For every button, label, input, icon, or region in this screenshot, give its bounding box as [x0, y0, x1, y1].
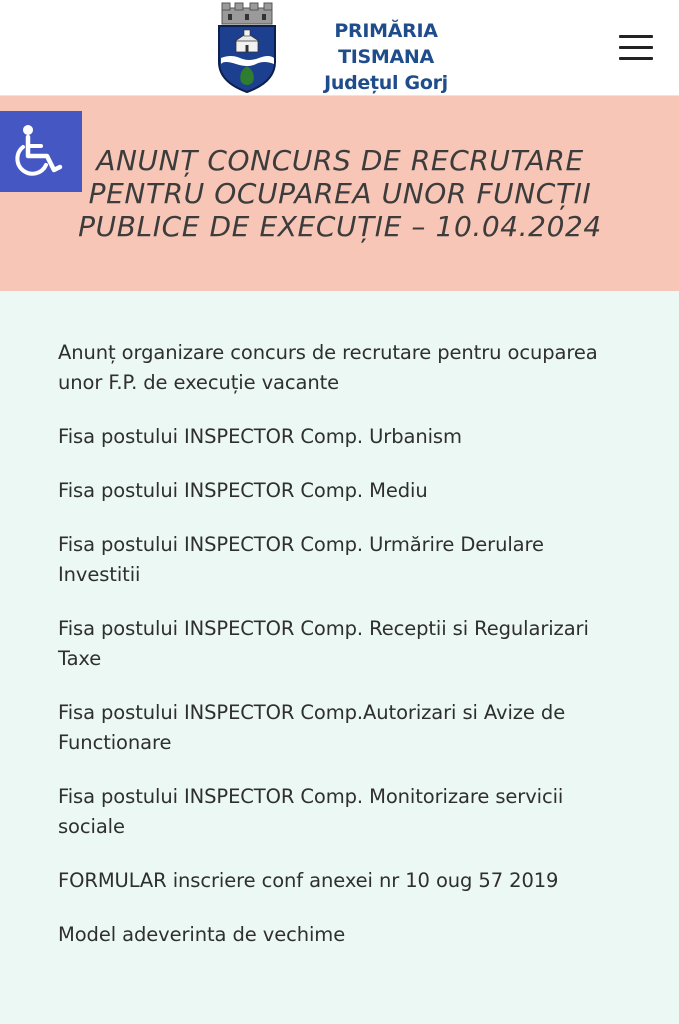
wheelchair-icon [14, 123, 68, 179]
logo-title: PRIMĂRIA TISMANA [334, 20, 438, 68]
document-link[interactable]: Fisa postului INSPECTOR Comp.Autorizari si Avize de Functionare [58, 701, 566, 754]
menu-bar [619, 35, 653, 38]
logo-subtitle: Județul Gorj [324, 72, 448, 94]
coat-of-arms-icon[interactable] [216, 2, 278, 94]
document-link[interactable]: Fisa postului INSPECTOR Comp. Receptii si Regularizari Taxe [58, 617, 589, 670]
document-link[interactable]: Fisa postului INSPECTOR Comp. Urbanism [58, 425, 462, 448]
menu-bar [619, 57, 653, 60]
document-link[interactable]: Fisa postului INSPECTOR Comp. Monitorizare servicii sociale [58, 785, 564, 838]
document-link[interactable]: Anunț organizare concurs de recrutare pentru ocuparea unor F.P. de execuție vacante [58, 341, 598, 394]
document-link[interactable]: Fisa postului INSPECTOR Comp. Mediu [58, 479, 428, 502]
site-header [0, 0, 679, 96]
document-link[interactable]: Fisa postului INSPECTOR Comp. Urmărire Derulare Investitii [58, 533, 544, 586]
document-link[interactable]: Model adeverinta de vechime [58, 923, 346, 946]
page-title-banner [0, 96, 679, 291]
document-list [58, 338, 628, 974]
document-link[interactable]: FORMULAR inscriere conf anexei nr 10 oug 57 2019 [58, 869, 559, 892]
page-title: ANUNȚ CONCURS DE RECRUTARE PENTRU OCUPAREA UNOR FUNCȚII PUBLICE DE EXECUȚIE – 10.04.2024 [78, 144, 602, 243]
menu-bar [619, 46, 653, 49]
site-logo-text[interactable] [296, 18, 476, 96]
hamburger-menu-icon[interactable] [614, 30, 658, 66]
accessibility-button[interactable] [0, 111, 82, 192]
